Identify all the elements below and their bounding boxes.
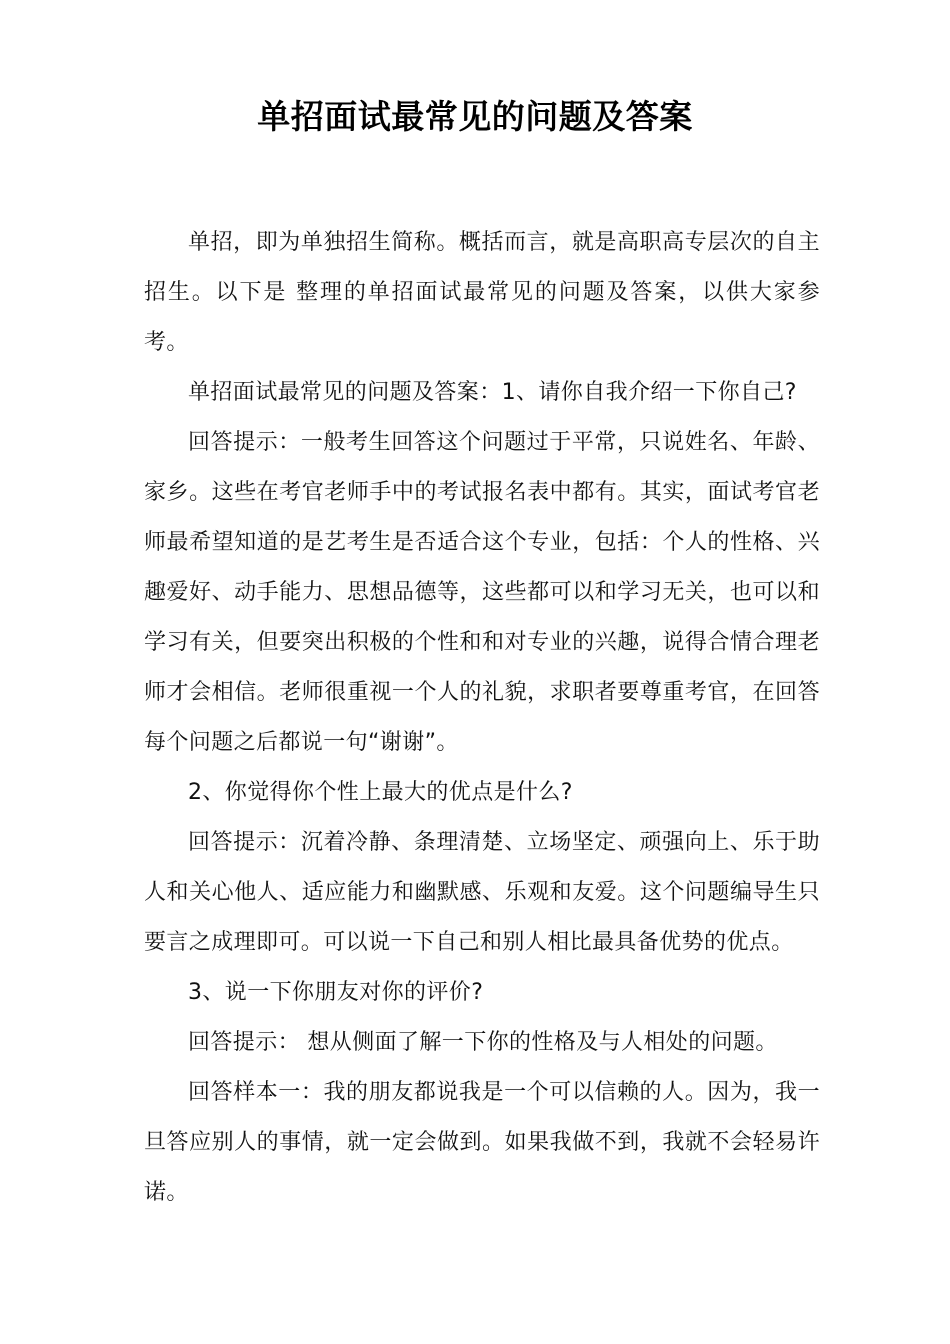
paragraph-question-2: 2、你觉得你个性上最大的优点是什么? <box>188 780 573 805</box>
paragraph-intro: 单招，即为单独招生简称。概括而言，就是高职高专层次的自主招生。以下是 整理的单招面试最常见的问题及答案，以供大家参考。 <box>144 230 820 355</box>
document-body <box>144 218 820 1218</box>
paragraph-answer-2: 回答提示：沉着冷静、条理清楚、立场坚定、顽强向上、乐于助人和关心他人、适应能力和幽默感、乐观和友爱。这个问题编导生只要言之成理即可。可以说一下自己和别人相比最具备优势的优点。 <box>144 830 820 955</box>
paragraph-answer-1: 回答提示：一般考生回答这个问题过于平常，只说姓名、年龄、家乡。这些在考官老师手中的考试报名表中都有。其实，面试考官老师最希望知道的是艺考生是否适合这个专业，包括：个人的性格、兴趣爱好、动手能力、思想品德等，这些都可以和学习无关，也可以和学习有关，但要突出积极的个性和和对专业的兴趣，说得合情合理老师才会相信。老师很重视一个人的礼貌，求职者要尊重考官，在回答每个问题之后都说一句“谢谢”。 <box>144 430 820 755</box>
paragraph-answer-3-hint: 回答提示： 想从侧面了解一下你的性格及与人相处的问题。 <box>188 1030 778 1055</box>
paragraph-question-3: 3、说一下你朋友对你的评价? <box>188 980 484 1005</box>
document-title: 单招面试最常见的问题及答案 <box>257 97 693 136</box>
paragraph-answer-3-sample: 回答样本一：我的朋友都说我是一个可以信赖的人。因为，我一旦答应别人的事情，就一定会做到。如果我做不到，我就不会轻易许诺。 <box>144 1080 820 1205</box>
paragraph-question-1: 单招面试最常见的问题及答案：1、请你自我介绍一下你自己? <box>188 380 797 405</box>
